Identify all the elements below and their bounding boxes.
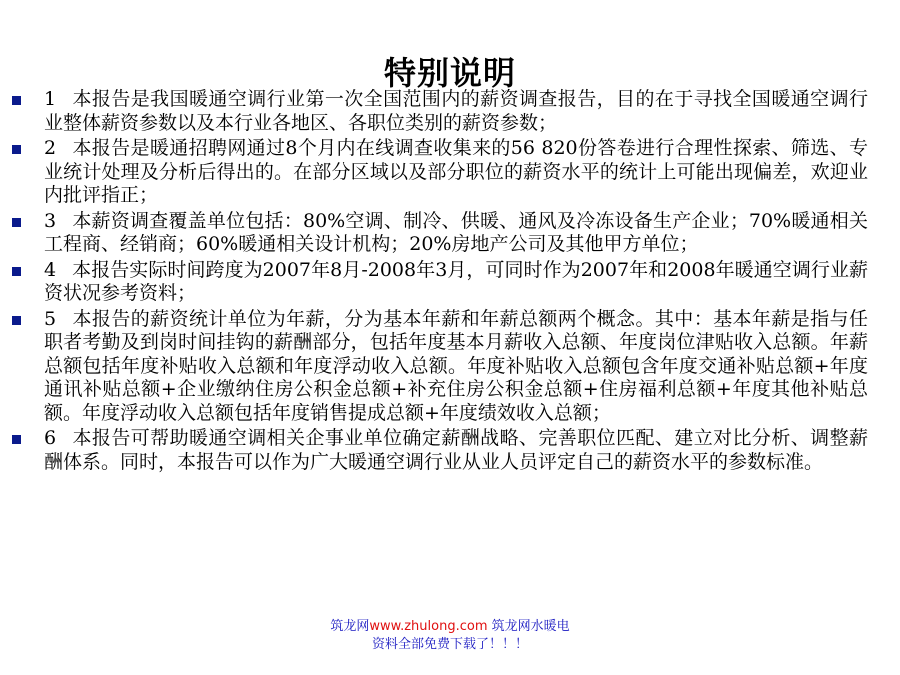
square-bullet-icon — [12, 316, 21, 325]
item-text: 本薪资调查覆盖单位包括：80%空调、制冷、供暖、通风及冷冻设备生产企业；70%暖通相关工程商、经销商；60%暖通相关设计机构；20%房地产公司及其他甲方单位； — [44, 209, 868, 255]
list-item — [12, 427, 868, 474]
footer-site-name: 筑龙网 — [330, 619, 370, 634]
square-bullet-icon — [12, 267, 21, 276]
slide-title: 特别说明 — [383, 54, 516, 92]
item-number: 2 — [44, 137, 57, 159]
item-number: 5 — [44, 307, 57, 330]
item-number: 6 — [44, 427, 57, 449]
list-item — [12, 259, 868, 306]
item-text: 本报告实际时间跨度为2007年8月-2008年3月，可同时作为2007年和2008年暖通空调行业薪资状况参考资料； — [44, 258, 868, 304]
square-bullet-icon — [12, 145, 21, 154]
footer-site-section: 筑龙网水暖电 — [487, 619, 570, 634]
item-number: 4 — [44, 258, 57, 281]
square-bullet-icon — [12, 96, 21, 105]
list-item — [12, 308, 868, 426]
notes-list — [12, 88, 868, 476]
list-item — [12, 137, 868, 208]
square-bullet-icon — [12, 218, 21, 227]
footer-url-link[interactable]: www.zhulong.com — [369, 619, 488, 634]
item-text: 本报告是暖通招聘网通过8个月内在线调查收集来的56 820份答卷进行合理性探索、筛选、专业统计处理及分析后得出的。在部分区域以及部分职位的薪资水平的统计上可能出现偏差，欢迎业内批评指正； — [44, 137, 868, 206]
list-item — [12, 88, 868, 135]
square-bullet-icon — [12, 435, 21, 444]
item-number: 3 — [44, 209, 57, 232]
item-text: 本报告可帮助暖通空调相关企事业单位确定薪酬战略、完善职位匹配、建立对比分析、调整薪酬体系。同时，本报告可以作为广大暖通空调行业从业人员评定自己的薪资水平的参数标准。 — [44, 427, 868, 473]
item-number: 1 — [44, 88, 57, 110]
list-item — [12, 210, 868, 257]
footer — [0, 618, 900, 654]
footer-line-1 — [0, 618, 900, 636]
item-text: 本报告是我国暖通空调行业第一次全国范围内的薪资调查报告，目的在于寻找全国暖通空调行业整体薪资参数以及本行业各地区、各职位类别的薪资参数； — [44, 88, 868, 134]
item-text: 本报告的薪资统计单位为年薪，分为基本年薪和年薪总额两个概念。其中：基本年薪是指与任职者考勤及到岗时间挂钩的薪酬部分，包括年度基本月薪收入总额、年度岗位津贴收入总额。年薪总额包括年度补贴收入总额和年度浮动收入总额。年度补贴收入总额包含年度交通补贴总额+年度通讯补贴总额+企业缴纳住房公积金总额+补充住房公积金总额+住房福利总额+年度其他补贴总额。年度浮动收入总额包括年度销售提成总额+年度绩效收入总额； — [44, 307, 868, 424]
footer-line-2: 资料全部免费下载了！！！ — [371, 637, 528, 652]
